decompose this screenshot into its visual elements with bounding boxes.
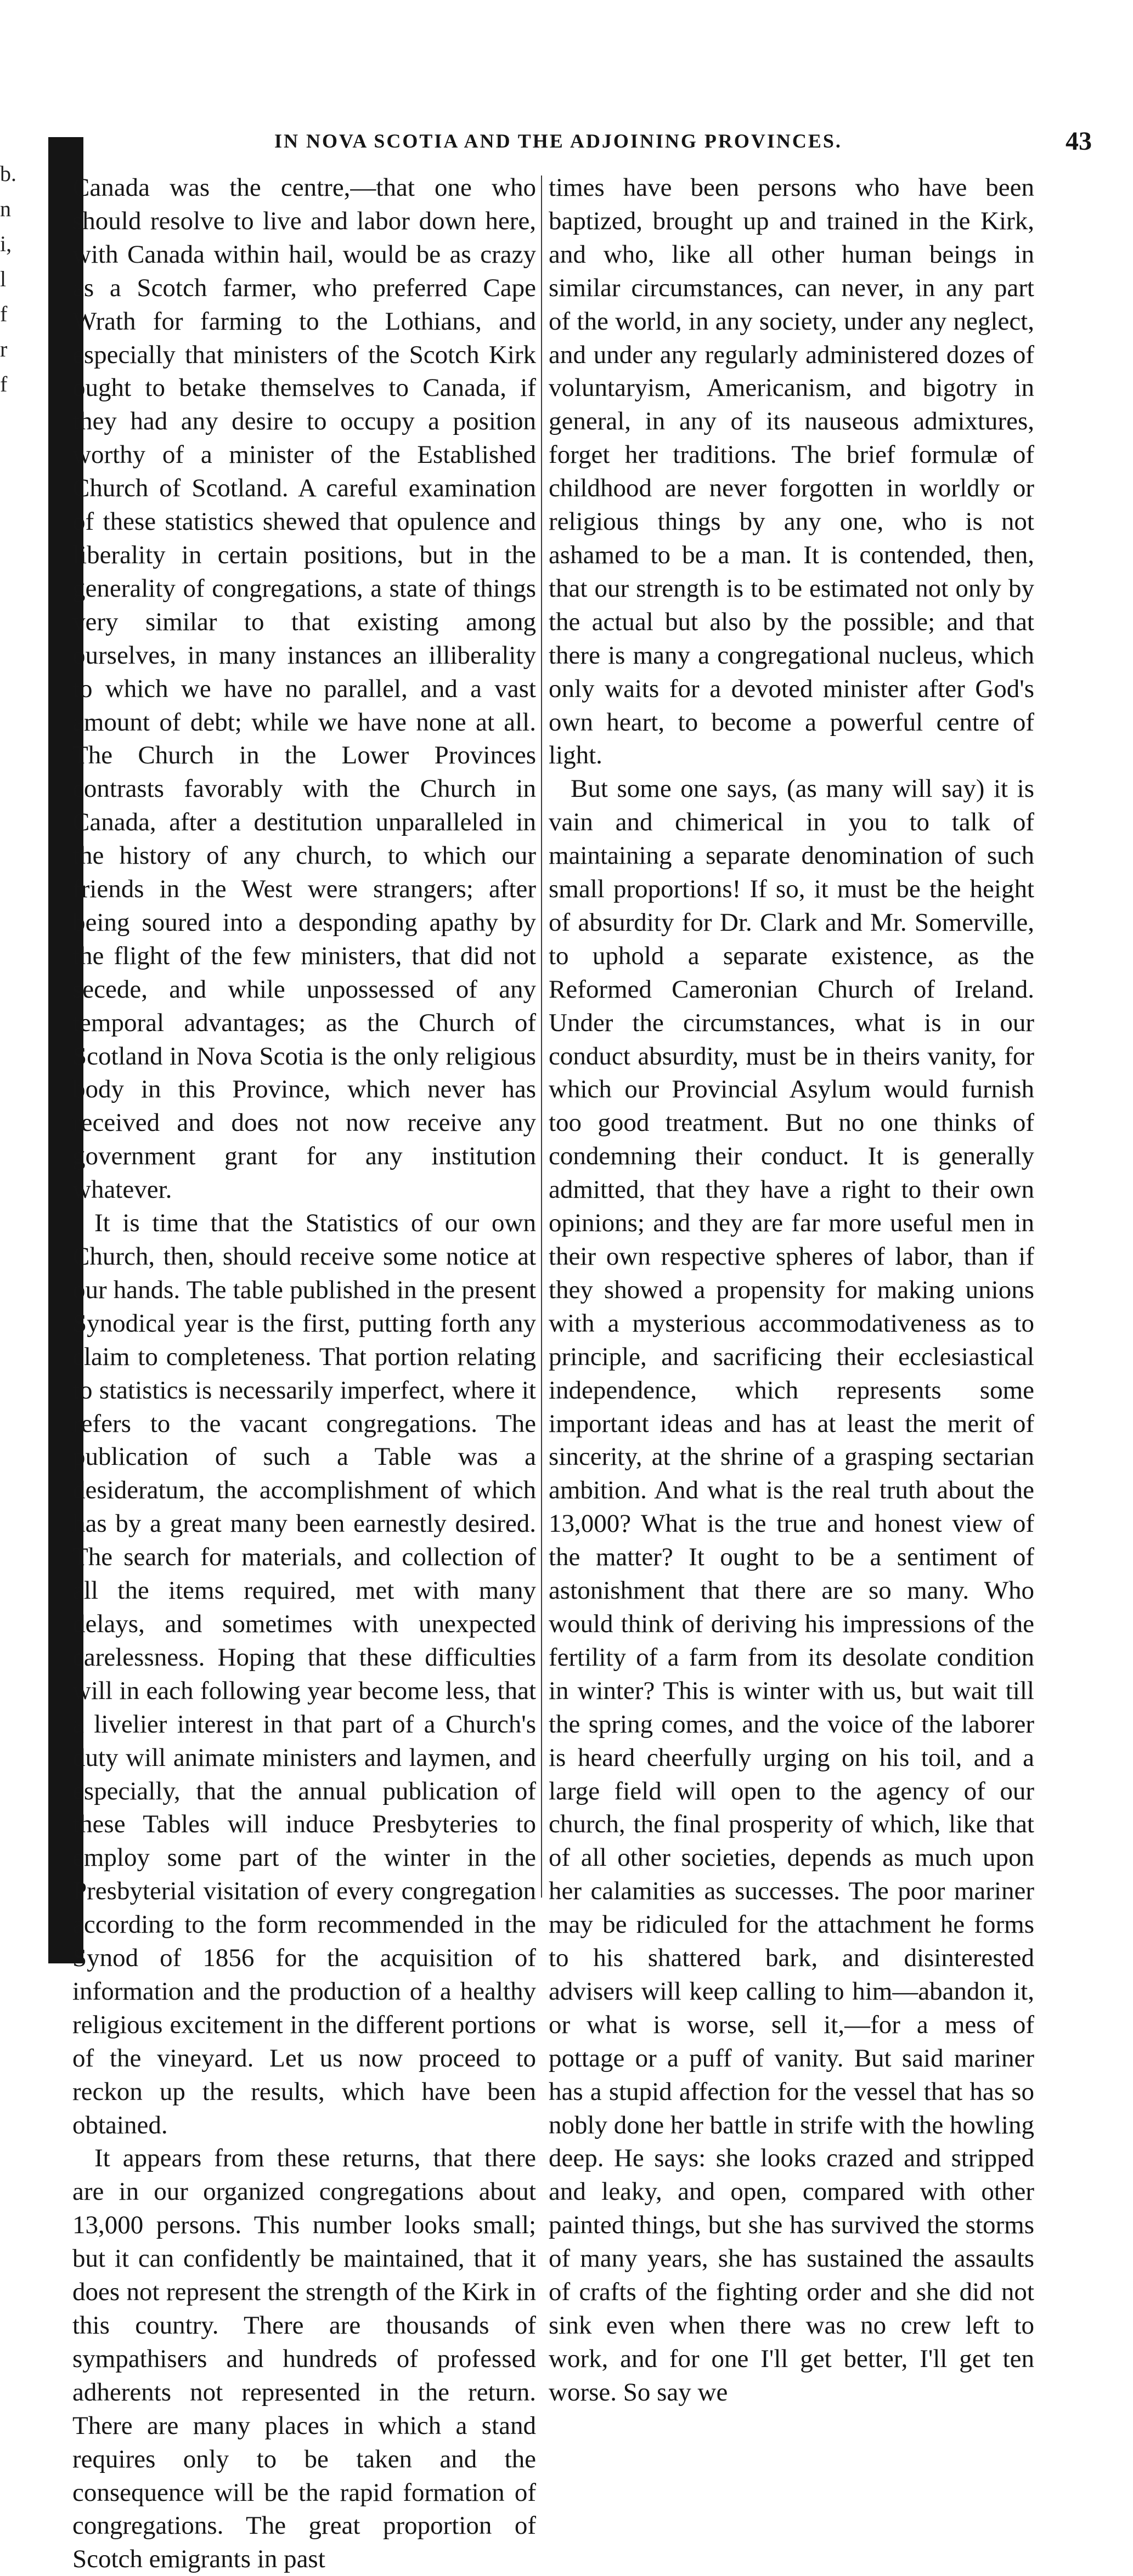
right-column (549, 171, 1034, 2407)
gutter-mark: f (0, 302, 8, 326)
paragraph: Canada was the centre,—that one who should resolve to live and labor down here, with Canada within hail, would be as crazy as a Scotch farmer, who preferred Cape Wrath for farming to the Lothians, and especially that ministers of the Scotch Kirk ought to betake themselves to Canada, if they had any desire to occupy a position worthy of a minister of the Established Church of Scotland. A careful examination of these statistics shewed that opulence and liberality in certain positions, but in the generality of congregations, a state of things very similar to that existing among ourselves, in many instances an illiberality to which we have no parallel, and a vast amount of debt; while we have none at all. The Church in the Lower Provinces contrasts favorably with the Church in Canada, after a destitution unparalleled in the history of any church, to which our friends in the West were strangers; after being soured into a desponding apathy by the flight of the few ministers, that did not secede, and while unpossessed of any temporal advantages; as the Church of Scotland in Nova Scotia is the only religious body in this Province, which never has received and does not now receive any government grant for any institution whatever. (72, 173, 536, 1204)
gutter-marks (0, 156, 44, 650)
page-header (236, 125, 1092, 163)
left-column (72, 171, 536, 2574)
gutter-mark: i, (0, 231, 12, 256)
gutter-mark: n (0, 196, 11, 221)
column-divider (541, 175, 542, 1898)
paragraph: But some one says, (as many will say) it is vain and chimerical in you to talk of maintaining a separate denomination of such small proportions! If so, it must be the height of absurdity for Dr. Clark and Mr. Somerville, to uphold a separate existence, as the Reformed Cameronian Church of Ireland. Under the circumstances, what is in our conduct absurdity, must be in theirs vanity, for which our Provincial Asylum would furnish too good treatment. But no one thinks of condemning their conduct. It is generally admitted, that they have a right to their own opinions; and they are far more useful men in their own respective spheres of labor, than if they showed a propensity for making unions with a mysterious accommodativeness as to principle, and sacrificing their ecclesiastical independence, which represents some important ideas and has at least the merit of sincerity, at the shrine of a grasping sectarian ambition. And what is the real truth about the 13,000? What is the true and honest view of the matter? It ought to be a sentiment of astonishment that there are so many. Who would think of deriving his impressions of the fertility of a farm from its desolate condition in winter? This is winter with us, but wait till the spring comes, and the voice of the laborer is heard cheerfully urging on his toil, and a large field will open to the agency of our church, the final prosperity of which, like that of all other societies, depends as much upon her calamities as successes. The poor mariner may be ridiculed for the attachment he forms to his shattered bark, and disinterested advisers will keep calling to him—abandon it, or what is worse, sell it,—for a mess of pottage or a puff of vanity. But said mariner has a stupid affection for the vessel that has so nobly done her battle in strife with the howling deep. He says: she looks crazed and stripped and leaky, and open, compared with other painted things, but she has survived the storms of many years, she has sustained the assaults of crafts of the fighting order and she did not sink even when there was no crew left to work, and for one I'll get better, I'll get ten worse. So say we (549, 774, 1034, 2407)
paragraph: times have been persons who have been baptized, brought up and trained in the Kirk, and who, like all other human beings in similar circumstances, can never, in any part of the world, in any society, under any neglect, and under any regularly administered dozes of voluntaryism, Americanism, and bigotry in general, in any of its nauseous admixtures, forget her traditions. The brief formulæ of childhood are never forgotten in worldly or religious things by any one, who is not ashamed to be a man. It is contended, then, that our strength is to be estimated not only by the actual but also by the possible; and that there is many a congregational nucleus, which only waits for a devoted minister after God's own heart, to become a powerful centre of light. (549, 173, 1034, 770)
paragraph: It is time that the Statistics of our own Church, then, should receive some notice at our hands. The table published in the present Synodical year is the first, putting forth any claim to completeness. That portion relating to statistics is necessarily imperfect, where it refers to the vacant congregations. The publication of such a Table was a desideratum, the accomplishment of which has by a great many been earnestly desired. The search for materials, and collection of all the items required, met with many delays, and sometimes with unexpected carelessness. Hoping that these difficulties will in each following year become less, that a livelier interest in that part of a Church's duty will animate ministers and laymen, and especially, that the annual publication of these Tables will induce Presbyteries to employ some part of the winter in the Presbyterial visitation of every congregation according to the form recommended in the Synod of 1856 for the acquisition of information and the production of a healthy religious excitement in the different portions of the vineyard. Let us now proceed to reckon up the results, which have been obtained. (72, 1209, 536, 2139)
gutter-mark: b. (0, 161, 16, 186)
gutter-mark: l (0, 267, 7, 291)
running-title: IN NOVA SCOTIA AND THE ADJOINING PROVINCES. (274, 130, 842, 152)
gutter-mark: r (0, 337, 8, 361)
paragraph: It appears from these returns, that there are in our organized congregations about 13,000 persons. This number looks small; but it can confidently be maintained, that it does not represent the strength of the Kirk in this country. There are thousands of sympathisers and hundreds of professed adherents not represented in the return. There are many places in which a stand requires only to be taken and the consequence will be the rapid formation of congregations. The great proportion of Scotch emigrants in past (72, 2144, 536, 2574)
page-number: 43 (1066, 127, 1092, 156)
gutter-mark: f (0, 372, 8, 397)
